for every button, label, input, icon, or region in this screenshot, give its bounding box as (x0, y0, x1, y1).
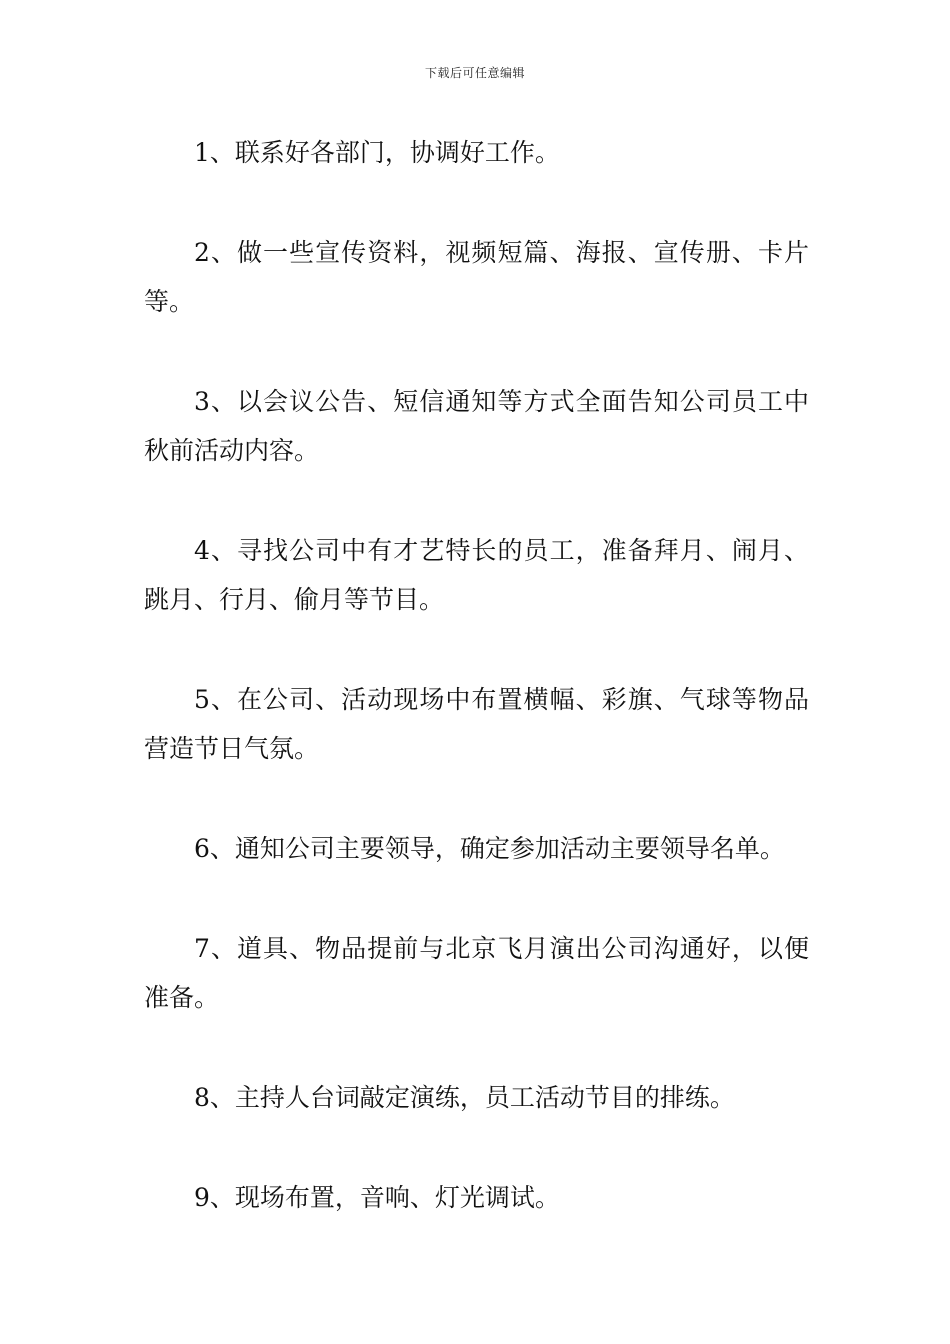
list-item-7: 7、道具、物品提前与北京飞月演出公司沟通好，以便准备。 (144, 934, 809, 1012)
list-item-1: 1、联系好各部门，协调好工作。 (194, 138, 560, 167)
list-item-3: 3、以会议公告、短信通知等方式全面告知公司员工中秋前活动内容。 (144, 387, 809, 465)
list-item-5: 5、在公司、活动现场中布置横幅、彩旗、气球等物品营造节日气氛。 (144, 685, 809, 763)
list-item-2: 2、做一些宣传资料，视频短篇、海报、宣传册、卡片等。 (144, 238, 809, 316)
document-body (144, 128, 809, 1273)
page-header-note: 下载后可任意编辑 (424, 66, 525, 80)
list-item-6: 6、通知公司主要领导，确定参加活动主要领导名单。 (194, 834, 785, 863)
list-item-8: 8、主持人台词敲定演练，员工活动节目的排练。 (194, 1083, 735, 1112)
list-item-4: 4、寻找公司中有才艺特长的员工，准备拜月、闹月、跳月、行月、偷月等节目。 (144, 536, 809, 614)
list-item-9: 9、现场布置，音响、灯光调试。 (194, 1183, 560, 1212)
